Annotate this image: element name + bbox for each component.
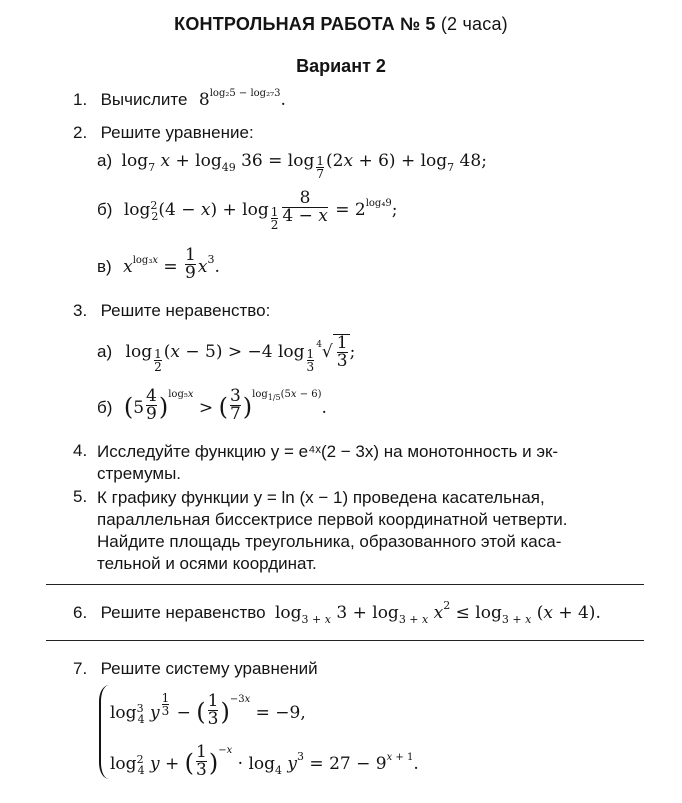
- title-main: КОНТРОЛЬНАЯ РАБОТА № 5: [174, 14, 436, 34]
- page-title: [0, 14, 682, 35]
- problem-4-line-2: стремумы.: [97, 464, 182, 483]
- problem-5-line-3: Найдите площадь треугольника, образованного этой каса-: [97, 532, 562, 551]
- item-label: а): [97, 151, 113, 170]
- item-label: б): [97, 398, 113, 417]
- problem-4-number: 4.: [73, 441, 88, 460]
- problem-2c: в) $x^{log_3x}$ = $\frac{1}{9}$ $x^3$.: [97, 245, 220, 283]
- problem-text: Решите систему уравнений: [100, 659, 318, 678]
- problem-5-line-4: тельной и осями координат.: [97, 554, 317, 573]
- problem-3a: а) log $\frac{1}{2}$ (x − 5) > −4 log $\frac{1}{3}$ $^4$√ $\frac{1}{3}$ ;: [97, 333, 356, 374]
- problem-number: 7.: [73, 659, 88, 678]
- problem-number: 6.: [73, 603, 88, 622]
- item-label: а): [97, 342, 113, 361]
- section-divider: [46, 584, 644, 585]
- problem-3-heading: [73, 301, 270, 321]
- system-equation-1: $\log^3_4 y$ $\frac{1}{3}$ − ( $\frac{1}{3}$ )$^{-3x}$ = −9,: [110, 691, 306, 729]
- problem-5-number: 5.: [73, 487, 88, 506]
- system-equation-2: $\log^2_4 y$ + ( $\frac{1}{3}$ )$^{-x} \cdot \log_4 y^3 = 27 - 9^{x + 1}$.: [110, 742, 419, 780]
- problem-5-line-1: К графику функции y = ln (x − 1) проведена касательная,: [97, 488, 545, 507]
- problem-1-expression: $8^{log_25 - log_{27}3}$.: [198, 88, 286, 110]
- problem-number: 3.: [73, 301, 88, 320]
- section-divider: [46, 640, 644, 641]
- problem-text: Решите неравенство: [100, 603, 266, 622]
- problem-1: [73, 90, 286, 110]
- problem-text: Решите уравнение:: [100, 123, 254, 142]
- problem-6: 6. Решите неравенство $\log_{3 + x} 3 + \log_{3 + x} x^2 \le \log_{3 + x} (x + 4)$.: [73, 599, 601, 626]
- problem-2a: а) $\log_7 x + \log_{49} 36 = \log$ $\frac{1}{7}$ $(2x + 6) + \log_7 48$;: [97, 151, 487, 181]
- problem-text: Вычислите: [100, 90, 188, 109]
- problem-4-line-1: Исследуйте функцию y = e⁴ˣ(2 − 3x) на монотонность и эк-: [97, 442, 559, 461]
- item-label: б): [97, 200, 113, 219]
- problem-2-heading: [73, 123, 254, 143]
- problem-text: Решите неравенство:: [100, 301, 271, 320]
- item-label: в): [97, 257, 112, 276]
- problem-2b: б) $\log^2_2(4 - x) + \log$ $\frac{1}{2}$ $\frac{8}{4 - x}$ = $2^{log_49}$;: [97, 188, 398, 232]
- problem-number: 2.: [73, 123, 88, 142]
- problem-7-heading: [73, 659, 318, 679]
- problem-4: [97, 441, 645, 485]
- problem-3b: б) (5 $\frac{4}{9}$ )$^{log_5x}$ > ( $\frac{3}{7}$ )$^{log_{1/5}(5x - 6)}$.: [97, 386, 327, 424]
- problem-5: [97, 487, 645, 575]
- problem-number: 1.: [73, 90, 88, 109]
- problem-5-line-2: параллельная биссектрисе первой координатной четверти.: [97, 510, 568, 529]
- title-duration: (2 часа): [440, 14, 508, 34]
- variant-heading: Вариант 2: [296, 56, 386, 76]
